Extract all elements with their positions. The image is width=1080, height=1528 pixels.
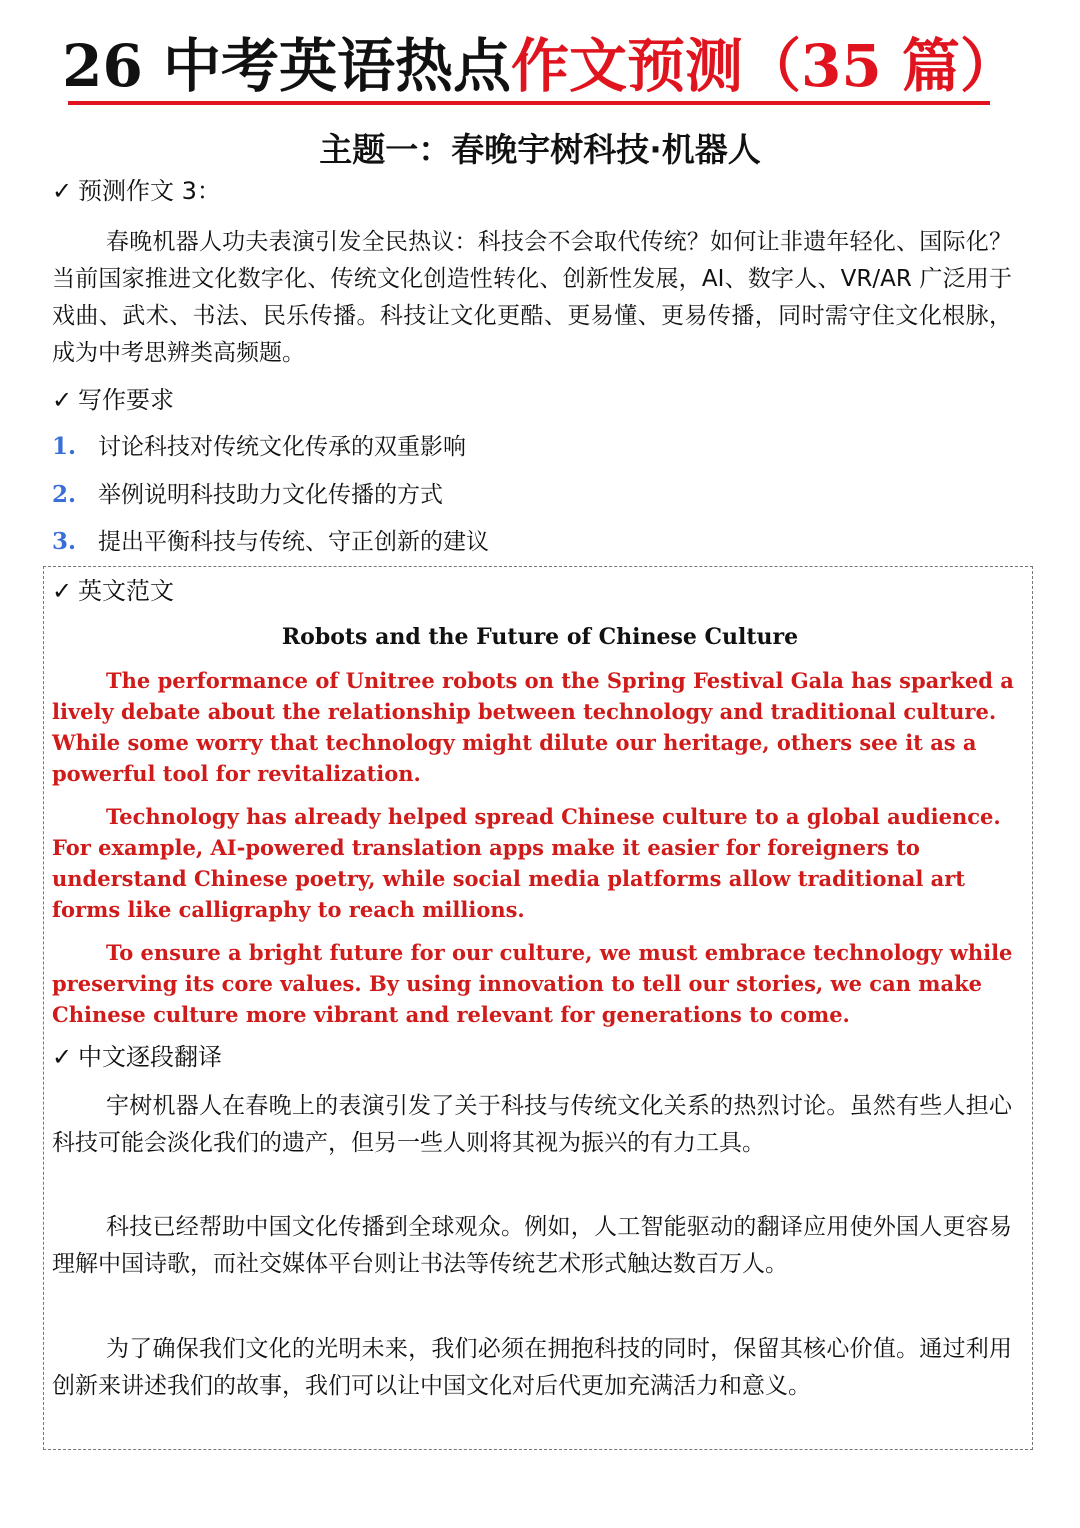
requirements-label [52,384,174,416]
check-icon: ✓ [52,386,73,414]
requirement-item [52,526,489,558]
page-title-black: 26 中考英语热点 [62,32,511,100]
translation-label [52,1041,222,1073]
translation-label-text: 中文逐段翻译 [78,1043,222,1071]
requirement-number: 1. [52,433,77,460]
translation-paragraph: 科技已经帮助中国文化传播到全球观众。例如，人工智能驱动的翻译应用使外国人更容易理解中国诗歌，而社交媒体平台则让书法等传统艺术形式触达数百万人。 [52,1214,1012,1277]
page-title-red: 作文预测（35 篇） [511,32,1018,100]
requirement-item [52,431,466,463]
requirement-item [52,479,443,511]
essay-paragraph: Technology has already helped spread Chinese culture to a global audience. For example, AI-powered translation apps make it easier for foreigners to understand Chinese poetry, while social media platforms allow traditional art forms like calligraphy to reach millions. [52,804,1001,922]
page-title [0,30,1080,102]
prediction-label [52,175,221,207]
check-icon: ✓ [52,577,73,605]
prediction-label-text: 预测作文 3： [78,177,221,205]
essay-label [52,575,174,607]
requirement-text: 提出平衡科技与传统、守正创新的建议 [98,529,489,555]
title-underline [68,101,990,105]
essay-paragraph: To ensure a bright future for our culture, we must embrace technology while preserving its core values. By using innovation to tell our stories, we can make Chinese culture more vibrant and relevant for generations to come. [52,940,1013,1027]
check-icon: ✓ [52,1043,73,1071]
essay-paragraph: The performance of Unitree robots on the Spring Festival Gala has sparked a lively debate about the relationship between technology and traditional culture. While some worry that technology might dilute our heritage, others see it as a powerful tool for revitalization. [52,668,1014,786]
translation-paragraph: 宇树机器人在春晚上的表演引发了关于科技与传统文化关系的热烈讨论。虽然有些人担心科技可能会淡化我们的遗产，但另一些人则将其视为振兴的有力工具。 [52,1093,1012,1156]
essay-label-text: 英文范文 [78,577,174,605]
requirement-number: 3. [52,528,77,555]
prediction-paragraph: 春晚机器人功夫表演引发全民热议：科技会不会取代传统？如何让非遗年轻化、国际化？当前国家推进文化数字化、传统文化创造性转化、创新性发展，AI、数字人、VR/AR 广泛用于戏曲、武术、书法、民乐传播。科技让文化更酷、更易懂、更易传播，同时需守住文化根脉，成为中考思辨类高频题。 [52,229,1012,366]
translation-paragraph: 为了确保我们文化的光明未来，我们必须在拥抱科技的同时，保留其核心价值。通过利用创新来讲述我们的故事，我们可以让中国文化对后代更加充满活力和意义。 [52,1336,1012,1399]
requirement-number: 2. [52,481,77,508]
topic-subtitle: 主题一：春晚宇树科技·机器人 [319,130,761,169]
requirements-label-text: 写作要求 [78,386,174,414]
requirement-text: 举例说明科技助力文化传播的方式 [98,482,443,508]
essay-title: Robots and the Future of Chinese Culture [281,624,799,650]
requirement-text: 讨论科技对传统文化传承的双重影响 [98,434,466,460]
check-icon: ✓ [52,177,73,205]
